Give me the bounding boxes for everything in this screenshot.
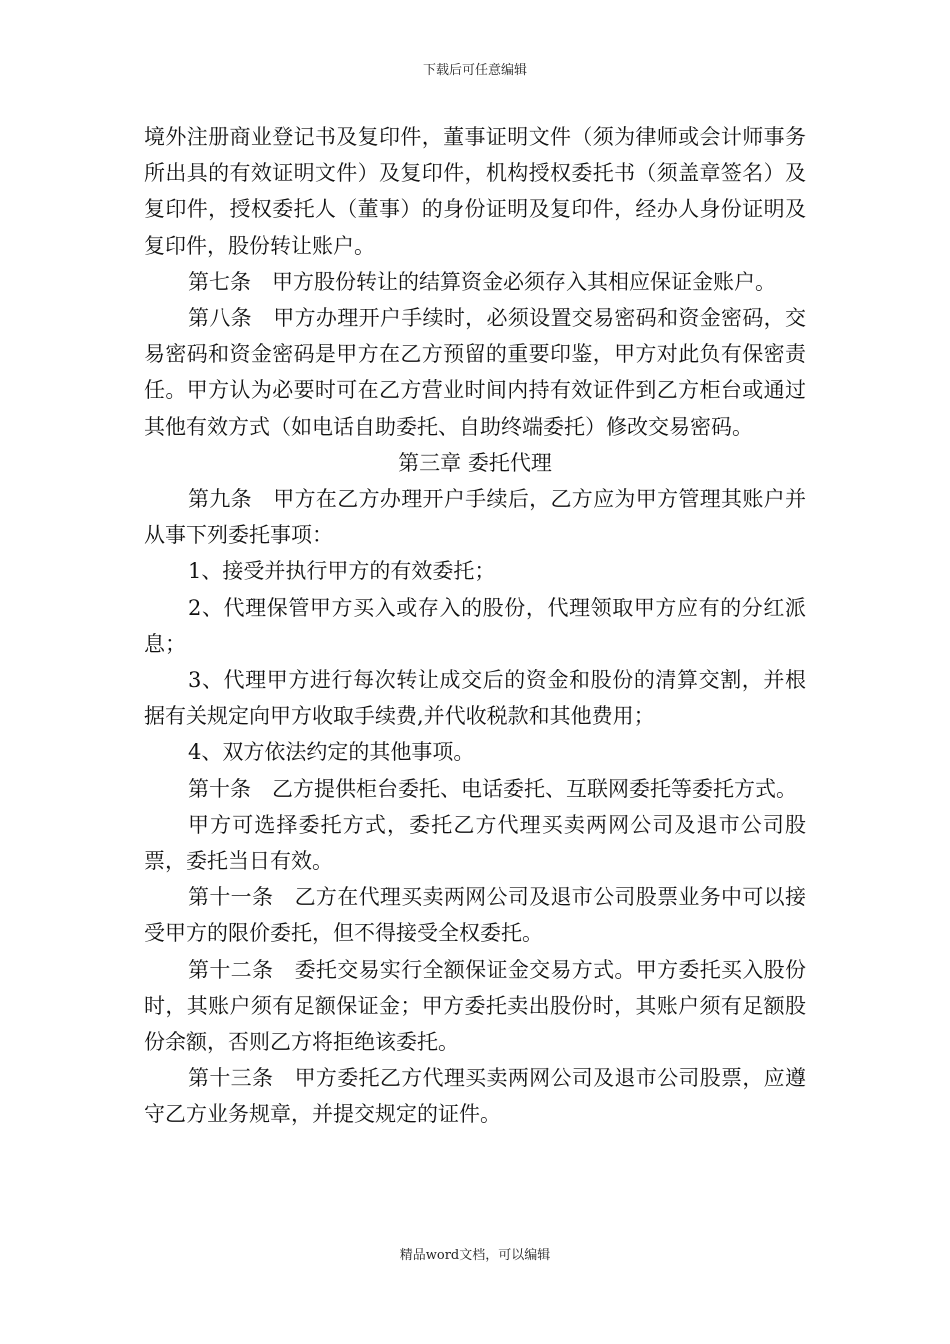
article-10: 第十条 乙方提供柜台委托、电话委托、互联网委托等委托方式。	[188, 776, 797, 801]
document-body	[144, 119, 806, 1133]
list-item-4: 4、双方依法约定的其他事项。	[188, 740, 475, 765]
article-9: 第九条 甲方在乙方办理开户手续后，乙方应为甲方管理其账户并从事下列委托事项：	[144, 487, 806, 548]
page-footer-note: 精品word文档，可以编辑	[399, 1248, 551, 1263]
article-11: 第十一条 乙方在代理买卖两网公司及退市公司股票业务中可以接受甲方的限价委托，但不得接受全权委托。	[144, 885, 806, 946]
list-item-1: 1、接受并执行甲方的有效委托；	[188, 559, 496, 584]
article-12: 第十二条 委托交易实行全额保证金交易方式。甲方委托买入股份时，其账户须有足额保证金；甲方委托卖出股份时，其账户须有足额股份余额，否则乙方将拒绝该委托。	[144, 957, 806, 1055]
article-7: 第七条 甲方股份转让的结算资金必须存入其相应保证金账户。	[188, 269, 776, 294]
article-8: 第八条 甲方办理开户手续时，必须设置交易密码和资金密码，交易密码和资金密码是甲方在乙方预留的重要印鉴，甲方对此负有保密责任。甲方认为必要时可在乙方营业时间内持有效证件到乙方柜台或通过其他有效方式（如电话自助委托、自助终端委托）修改交易密码。	[144, 306, 806, 439]
chapter-heading: 第三章 委托代理	[398, 450, 552, 475]
page-header-note: 下载后可任意编辑	[422, 63, 527, 78]
list-item-3: 3、代理甲方进行每次转让成交后的资金和股份的清算交割，并根据有关规定向甲方收取手续费,并代收税款和其他费用；	[144, 668, 806, 729]
paragraph-delegation-method: 甲方可选择委托方式，委托乙方代理买卖两网公司及退市公司股票，委托当日有效。	[144, 812, 806, 874]
paragraph-continuation: 境外注册商业登记书及复印件，董事证明文件（须为律师或会计师事务所出具的有效证明文件）及复印件，机构授权委托书（须盖章签名）及复印件，授权委托人（董事）的身份证明及复印件，经办人身份证明及复印件，股份转让账户。	[144, 125, 806, 258]
article-13: 第十三条 甲方委托乙方代理买卖两网公司及退市公司股票，应遵守乙方业务规章，并提交规定的证件。	[144, 1066, 806, 1127]
list-item-2: 2、代理保管甲方买入或存入的股份，代理领取甲方应有的分红派息；	[144, 595, 806, 656]
